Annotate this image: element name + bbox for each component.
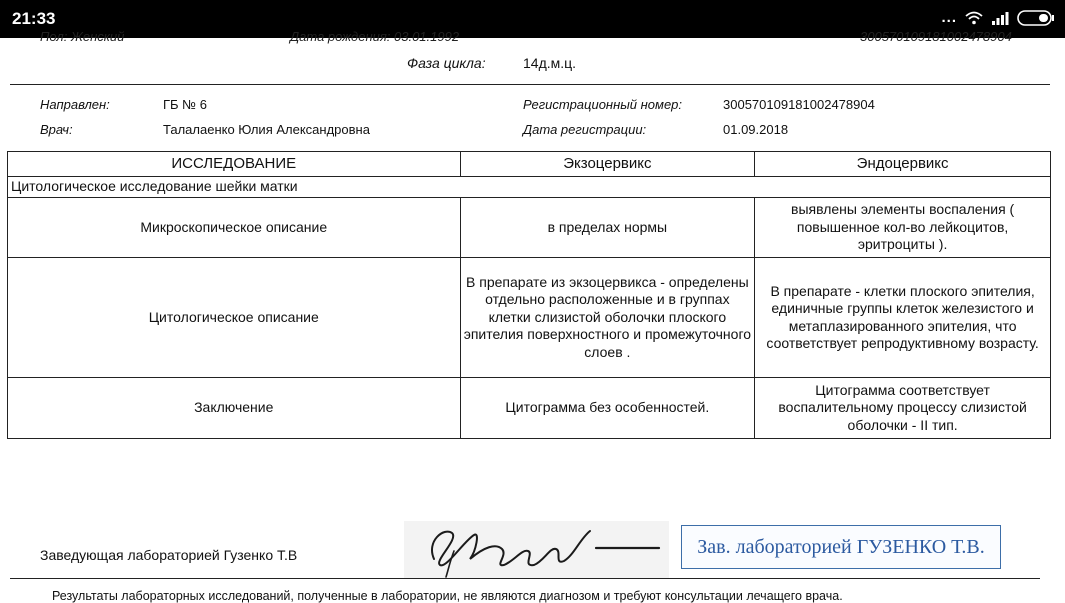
disclaimer-text: Результаты лабораторных исследований, полученные в лаборатории, не являются диагнозом и требуют консультации лечащего врача. — [52, 589, 843, 603]
endo-cell: В препарате - клетки плоского эпителия, единичные группы клеток железистого и метаплазированного эпителия, что соответствует репродуктивному возрасту. — [755, 258, 1051, 378]
exo-cell: в пределах нормы — [460, 198, 755, 258]
endo-cell: выявлены элементы воспаления ( повышенное кол-во лейкоцитов, эритроциты ). — [755, 198, 1051, 258]
status-time: 21:33 — [12, 9, 56, 28]
status-icons — [941, 9, 1055, 26]
row-name: Заключение — [8, 378, 461, 439]
more-icon: ... — [941, 9, 957, 26]
signer-text: Заведующая лабораторией Гузенко Т.В — [40, 547, 298, 563]
section-title: Цитологическое исследование шейки матки — [8, 177, 1051, 198]
regdate-label: Дата регистрации: — [523, 122, 647, 137]
doctor-label: Врач: — [40, 122, 73, 137]
handwritten-signature — [404, 521, 669, 579]
wifi-icon — [965, 11, 983, 25]
exo-cell: В препарате из экзоцервикса - определены отдельно расположенные и в группах клетки слизистой оболочки плоского эпителия поверхностного и промежуточного слоев . — [460, 258, 755, 378]
regdate-value: 01.09.2018 — [723, 122, 789, 137]
table-row — [8, 258, 1051, 378]
stamp-text: Зав. лабораторией ГУЗЕНКО Т.В. — [697, 535, 985, 558]
column-header: ИССЛЕДОВАНИЕ — [8, 152, 461, 177]
section-row — [8, 177, 1051, 198]
footer-divider — [10, 578, 1040, 579]
table-row — [8, 198, 1051, 258]
table-header-row — [8, 152, 1051, 177]
exo-cell: Цитограмма без особенностей. — [460, 378, 755, 439]
endo-cell: Цитограмма соответствует воспалительному процессу слизистой оболочки - II тип. — [755, 378, 1051, 439]
battery-icon — [1017, 10, 1055, 26]
phase-label: Фаза цикла: — [407, 55, 486, 71]
table-row — [8, 378, 1051, 439]
results-table — [7, 151, 1051, 439]
regnum-label: Регистрационный номер: — [523, 97, 683, 112]
signal-icon — [991, 11, 1009, 25]
column-header: Эндоцервикс — [755, 152, 1051, 177]
divider — [10, 84, 1050, 85]
stamp — [681, 525, 1001, 569]
sent-value: ГБ № 6 — [163, 97, 207, 112]
regnum-value: 300570109181002478904 — [723, 97, 875, 112]
cropped-header-line: Пол: Женский Дата рождения: 03.01.1992 300570109181002478904 — [40, 29, 1012, 44]
column-header: Экзоцервикс — [460, 152, 755, 177]
doctor-value: Талалаенко Юлия Александровна — [163, 122, 370, 137]
phase-value: 14д.м.ц. — [523, 55, 577, 71]
row-name: Цитологическое описание — [8, 258, 461, 378]
sent-label: Направлен: — [40, 97, 110, 112]
row-name: Микроскопическое описание — [8, 198, 461, 258]
